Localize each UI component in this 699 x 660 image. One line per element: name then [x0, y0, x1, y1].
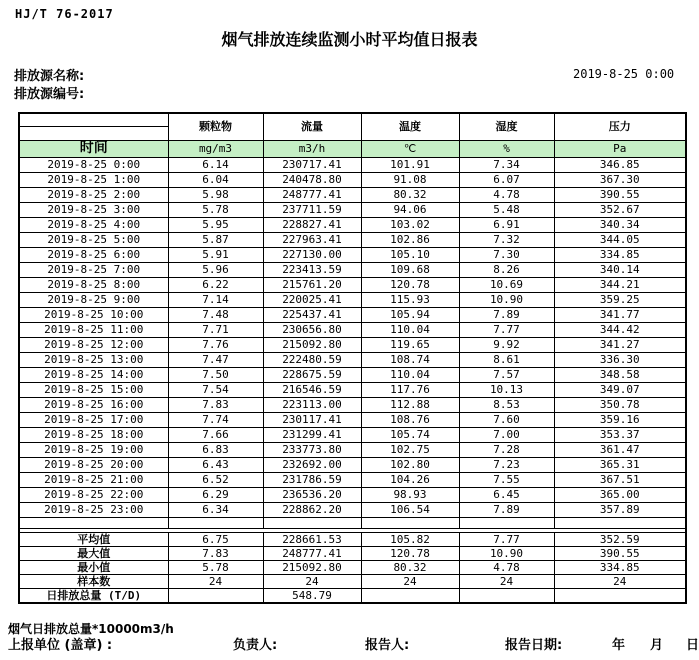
value-cell: 7.71 [168, 322, 263, 337]
time-cell: 2019-8-25 11:00 [19, 322, 168, 337]
value-cell: 7.76 [168, 337, 263, 352]
value-cell: 5.87 [168, 232, 263, 247]
source-name-label: 排放源名称: [14, 69, 85, 84]
value-cell: 227963.41 [263, 232, 361, 247]
value-cell: 101.91 [361, 157, 459, 172]
value-cell: 7.55 [459, 472, 554, 487]
header-row-top [19, 113, 686, 126]
value-cell: 6.43 [168, 457, 263, 472]
value-cell: 8.61 [459, 352, 554, 367]
value-cell: 7.48 [168, 307, 263, 322]
time-header: 时间 [19, 140, 168, 157]
column-header-humidity: 湿度 [459, 113, 554, 140]
value-cell: 228675.59 [263, 367, 361, 382]
table-row [19, 262, 686, 277]
value-cell: 223413.59 [263, 262, 361, 277]
value-cell: 365.31 [554, 457, 686, 472]
value-cell: 344.05 [554, 232, 686, 247]
value-cell: 228862.20 [263, 502, 361, 517]
value-cell: 230656.80 [263, 322, 361, 337]
footnote: 烟气日排放总量*10000m3/h [8, 622, 174, 636]
data-rows [19, 157, 686, 517]
time-cell: 2019-8-25 18:00 [19, 427, 168, 442]
value-cell: 115.93 [361, 292, 459, 307]
value-cell: 352.67 [554, 202, 686, 217]
column-header-pressure: 压力 [554, 113, 686, 140]
value-cell: 112.88 [361, 397, 459, 412]
time-cell: 2019-8-25 4:00 [19, 217, 168, 232]
value-cell: 7.50 [168, 367, 263, 382]
report-datetime: 2019-8-25 0:00 [573, 67, 675, 81]
header-blank-cell [19, 126, 168, 140]
time-cell: 2019-8-25 12:00 [19, 337, 168, 352]
value-cell: 215761.20 [263, 277, 361, 292]
value-cell: 5.48 [459, 202, 554, 217]
value-cell: 336.30 [554, 352, 686, 367]
time-cell: 2019-8-25 8:00 [19, 277, 168, 292]
value-cell: 106.54 [361, 502, 459, 517]
value-cell: 105.94 [361, 307, 459, 322]
time-cell: 2019-8-25 21:00 [19, 472, 168, 487]
value-cell: 334.85 [554, 247, 686, 262]
value-cell: 344.42 [554, 322, 686, 337]
time-cell: 2019-8-25 2:00 [19, 187, 168, 202]
value-cell: 215092.80 [263, 337, 361, 352]
responsible-person-label: 负责人: [233, 638, 278, 653]
table-row [19, 337, 686, 352]
value-cell: 105.74 [361, 427, 459, 442]
value-cell: 240478.80 [263, 172, 361, 187]
table-row [19, 277, 686, 292]
value-cell: 7.54 [168, 382, 263, 397]
table-row [19, 457, 686, 472]
value-cell: 105.10 [361, 247, 459, 262]
table-row [19, 382, 686, 397]
value-cell: 359.25 [554, 292, 686, 307]
summary-value-cell: 390.55 [554, 546, 686, 560]
value-cell: 7.47 [168, 352, 263, 367]
time-cell: 2019-8-25 7:00 [19, 262, 168, 277]
header-blank-cell [19, 113, 168, 126]
separator-section [19, 517, 686, 532]
value-cell: 7.74 [168, 412, 263, 427]
time-cell: 2019-8-25 16:00 [19, 397, 168, 412]
value-cell: 348.58 [554, 367, 686, 382]
page-title: 烟气排放连续监测小时平均值日报表 [221, 30, 478, 49]
summary-row [19, 574, 686, 588]
value-cell: 232692.00 [263, 457, 361, 472]
value-cell: 237711.59 [263, 202, 361, 217]
time-cell: 2019-8-25 13:00 [19, 352, 168, 367]
value-cell: 110.04 [361, 367, 459, 382]
summary-value-cell: 7.77 [459, 532, 554, 546]
value-cell: 117.76 [361, 382, 459, 397]
summary-value-cell: 6.75 [168, 532, 263, 546]
value-cell: 216546.59 [263, 382, 361, 397]
time-cell: 2019-8-25 19:00 [19, 442, 168, 457]
value-cell: 7.89 [459, 502, 554, 517]
unit-cell: Pa [554, 140, 686, 157]
day-label: 日 [686, 638, 699, 653]
value-cell: 119.65 [361, 337, 459, 352]
unit-cell: m3/h [263, 140, 361, 157]
value-cell: 341.77 [554, 307, 686, 322]
summary-row [19, 546, 686, 560]
value-cell: 6.34 [168, 502, 263, 517]
value-cell: 7.00 [459, 427, 554, 442]
value-cell: 236536.20 [263, 487, 361, 502]
value-cell: 350.78 [554, 397, 686, 412]
value-cell: 10.90 [459, 292, 554, 307]
time-cell: 2019-8-25 14:00 [19, 367, 168, 382]
time-cell: 2019-8-25 6:00 [19, 247, 168, 262]
value-cell: 120.78 [361, 277, 459, 292]
value-cell: 109.68 [361, 262, 459, 277]
time-cell: 2019-8-25 15:00 [19, 382, 168, 397]
summary-label: 日排放总量 (T/D) [19, 588, 168, 603]
value-cell: 98.93 [361, 487, 459, 502]
report-date-label: 报告日期: [505, 638, 563, 653]
table-row [19, 187, 686, 202]
value-cell: 7.23 [459, 457, 554, 472]
unit-cell: ℃ [361, 140, 459, 157]
table-row [19, 202, 686, 217]
time-cell: 2019-8-25 22:00 [19, 487, 168, 502]
summary-value-cell: 248777.41 [263, 546, 361, 560]
summary-label: 样本数 [19, 574, 168, 588]
time-cell: 2019-8-25 10:00 [19, 307, 168, 322]
summary-value-cell: 5.78 [168, 560, 263, 574]
value-cell: 5.96 [168, 262, 263, 277]
value-cell: 94.06 [361, 202, 459, 217]
table-row [19, 352, 686, 367]
value-cell: 8.26 [459, 262, 554, 277]
summary-value-cell: 215092.80 [263, 560, 361, 574]
value-cell: 6.04 [168, 172, 263, 187]
table-row [19, 367, 686, 382]
time-cell: 2019-8-25 3:00 [19, 202, 168, 217]
table-row [19, 217, 686, 232]
value-cell: 228827.41 [263, 217, 361, 232]
value-cell: 10.13 [459, 382, 554, 397]
month-label: 月 [650, 638, 664, 653]
value-cell: 225437.41 [263, 307, 361, 322]
value-cell: 102.86 [361, 232, 459, 247]
value-cell: 340.34 [554, 217, 686, 232]
time-cell: 2019-8-25 9:00 [19, 292, 168, 307]
summary-value-cell [168, 588, 263, 603]
value-cell: 231299.41 [263, 427, 361, 442]
value-cell: 222480.59 [263, 352, 361, 367]
value-cell: 7.89 [459, 307, 554, 322]
value-cell: 5.98 [168, 187, 263, 202]
value-cell: 6.91 [459, 217, 554, 232]
time-cell: 2019-8-25 1:00 [19, 172, 168, 187]
summary-value-cell [361, 588, 459, 603]
value-cell: 346.85 [554, 157, 686, 172]
table-row [19, 232, 686, 247]
value-cell: 7.66 [168, 427, 263, 442]
value-cell: 5.91 [168, 247, 263, 262]
value-cell: 80.32 [361, 187, 459, 202]
monitoring-table [18, 112, 687, 604]
summary-value-cell: 228661.53 [263, 532, 361, 546]
value-cell: 7.30 [459, 247, 554, 262]
value-cell: 230117.41 [263, 412, 361, 427]
summary-label: 最大值 [19, 546, 168, 560]
table-row [19, 157, 686, 172]
value-cell: 9.92 [459, 337, 554, 352]
value-cell: 341.27 [554, 337, 686, 352]
value-cell: 104.26 [361, 472, 459, 487]
value-cell: 7.60 [459, 412, 554, 427]
summary-rows [19, 532, 686, 603]
value-cell: 5.95 [168, 217, 263, 232]
value-cell: 7.34 [459, 157, 554, 172]
value-cell: 6.29 [168, 487, 263, 502]
value-cell: 6.45 [459, 487, 554, 502]
summary-value-cell: 24 [554, 574, 686, 588]
table-row [19, 487, 686, 502]
value-cell: 349.07 [554, 382, 686, 397]
value-cell: 6.83 [168, 442, 263, 457]
value-cell: 5.78 [168, 202, 263, 217]
summary-value-cell: 10.90 [459, 546, 554, 560]
value-cell: 6.14 [168, 157, 263, 172]
table-row [19, 292, 686, 307]
value-cell: 230717.41 [263, 157, 361, 172]
value-cell: 357.89 [554, 502, 686, 517]
value-cell: 7.83 [168, 397, 263, 412]
value-cell: 91.08 [361, 172, 459, 187]
value-cell: 365.00 [554, 487, 686, 502]
value-cell: 7.77 [459, 322, 554, 337]
time-cell: 2019-8-25 23:00 [19, 502, 168, 517]
table-row [19, 472, 686, 487]
unit-cell: % [459, 140, 554, 157]
summary-row [19, 560, 686, 574]
value-cell: 340.14 [554, 262, 686, 277]
summary-value-cell: 548.79 [263, 588, 361, 603]
value-cell: 108.76 [361, 412, 459, 427]
summary-value-cell: 24 [361, 574, 459, 588]
unit-cell: mg/m3 [168, 140, 263, 157]
summary-value-cell: 24 [459, 574, 554, 588]
column-header-particulate: 颗粒物 [168, 113, 263, 140]
value-cell: 344.21 [554, 277, 686, 292]
table-row [19, 247, 686, 262]
table-row [19, 442, 686, 457]
table-row [19, 397, 686, 412]
value-cell: 102.75 [361, 442, 459, 457]
value-cell: 103.02 [361, 217, 459, 232]
reporting-unit-label: 上报单位 (盖章) : [8, 638, 113, 653]
source-id-label: 排放源编号: [14, 87, 85, 102]
summary-row [19, 588, 686, 603]
summary-value-cell [459, 588, 554, 603]
value-cell: 233773.80 [263, 442, 361, 457]
reporter-label: 报告人: [365, 638, 410, 653]
column-header-flow: 流量 [263, 113, 361, 140]
blank-row [19, 517, 686, 528]
value-cell: 6.22 [168, 277, 263, 292]
year-label: 年 [612, 638, 626, 653]
value-cell: 248777.41 [263, 187, 361, 202]
summary-value-cell: 105.82 [361, 532, 459, 546]
value-cell: 110.04 [361, 322, 459, 337]
table-row [19, 322, 686, 337]
table-row [19, 427, 686, 442]
value-cell: 7.28 [459, 442, 554, 457]
value-cell: 6.52 [168, 472, 263, 487]
summary-label: 平均值 [19, 532, 168, 546]
summary-value-cell: 334.85 [554, 560, 686, 574]
summary-value-cell: 24 [168, 574, 263, 588]
value-cell: 361.47 [554, 442, 686, 457]
time-cell: 2019-8-25 20:00 [19, 457, 168, 472]
value-cell: 102.80 [361, 457, 459, 472]
value-cell: 4.78 [459, 187, 554, 202]
value-cell: 227130.00 [263, 247, 361, 262]
value-cell: 7.14 [168, 292, 263, 307]
summary-value-cell [554, 588, 686, 603]
summary-value-cell: 4.78 [459, 560, 554, 574]
value-cell: 359.16 [554, 412, 686, 427]
value-cell: 8.53 [459, 397, 554, 412]
value-cell: 7.57 [459, 367, 554, 382]
table-row [19, 502, 686, 517]
value-cell: 108.74 [361, 352, 459, 367]
summary-value-cell: 352.59 [554, 532, 686, 546]
summary-value-cell: 7.83 [168, 546, 263, 560]
value-cell: 6.07 [459, 172, 554, 187]
value-cell: 10.69 [459, 277, 554, 292]
value-cell: 390.55 [554, 187, 686, 202]
value-cell: 367.30 [554, 172, 686, 187]
value-cell: 220025.41 [263, 292, 361, 307]
value-cell: 231786.59 [263, 472, 361, 487]
value-cell: 223113.00 [263, 397, 361, 412]
table-row [19, 307, 686, 322]
time-cell: 2019-8-25 17:00 [19, 412, 168, 427]
summary-row [19, 532, 686, 546]
value-cell: 367.51 [554, 472, 686, 487]
standard-code: HJ/T 76-2017 [15, 7, 114, 21]
summary-label: 最小值 [19, 560, 168, 574]
value-cell: 7.32 [459, 232, 554, 247]
summary-value-cell: 24 [263, 574, 361, 588]
time-cell: 2019-8-25 5:00 [19, 232, 168, 247]
table-row [19, 412, 686, 427]
time-cell: 2019-8-25 0:00 [19, 157, 168, 172]
summary-value-cell: 80.32 [361, 560, 459, 574]
column-header-temperature: 温度 [361, 113, 459, 140]
table-row [19, 172, 686, 187]
units-row [19, 140, 686, 157]
value-cell: 353.37 [554, 427, 686, 442]
summary-value-cell: 120.78 [361, 546, 459, 560]
